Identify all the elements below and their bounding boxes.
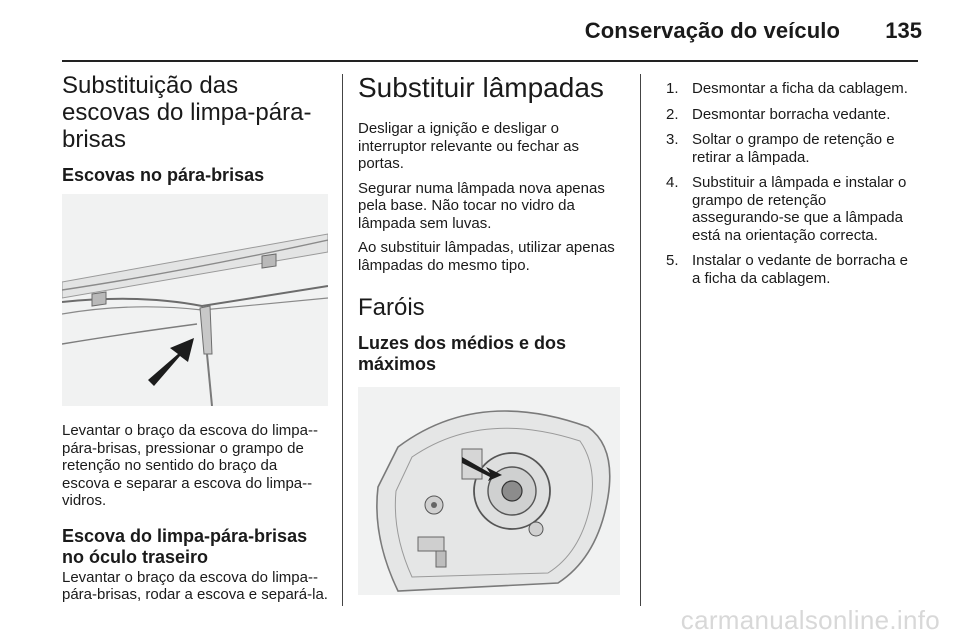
- step-text: Substituir a lâmpada e instalar o grampo de retenção assegurando-se que a lâmpada está na orientação correcta.: [692, 174, 907, 244]
- page-number: 135: [885, 18, 922, 43]
- section-heading-bulbs: Substituir lâmpadas: [358, 72, 604, 103]
- column-3: [664, 80, 920, 295]
- step-text: Instalar o vedante de borracha e a ficha da cablagem.: [692, 252, 908, 287]
- step-number: 1.: [666, 80, 679, 97]
- subheading-windscreen-wipers: Escovas no pára-brisas: [62, 165, 265, 185]
- header-rule: [62, 60, 918, 62]
- step-number: 3.: [666, 131, 679, 148]
- column-divider-1: [342, 74, 343, 606]
- subheading-rear-wiper: Escova do limpa-pára-brisas no óculo traseiro: [62, 525, 308, 567]
- paragraph-windscreen-wipers: Levantar o braço da escova do limpa--pára-brisas, pressionar o grampo de retenção no sentido do braço da escova e separar a escova do limpa--vidros.: [62, 422, 318, 509]
- section-heading-headlights: Faróis: [358, 294, 425, 321]
- list-item: [664, 174, 920, 244]
- wiper-arm-illustration-icon: [62, 194, 328, 406]
- paragraph-bulbs-2: Segurar numa lâmpada nova apenas pela base. Não tocar no vidro da lâmpada sem luvas.: [358, 179, 605, 232]
- list-item: [664, 252, 920, 287]
- column-1: [62, 72, 328, 604]
- column-divider-2: [640, 74, 641, 606]
- column-2: [358, 72, 626, 595]
- watermark: carmanualsonline.info: [680, 605, 940, 635]
- list-item: [664, 131, 920, 166]
- step-number: 2.: [666, 105, 679, 123]
- paragraph-rear-wiper: Levantar o braço da escova do limpa--pára-brisas, rodar a escova e separá-la.: [62, 568, 328, 603]
- step-number: 4.: [666, 174, 679, 191]
- subheading-low-high-beam: Luzes dos médios e dos máximos: [358, 333, 567, 374]
- section-heading-wipers: Substituição das escovas do limpa-pára-brisas: [62, 72, 312, 153]
- step-text: Desmontar a ficha da cablagem.: [692, 80, 908, 97]
- paragraph-bulbs-1: Desligar a ignição e desligar o interruptor relevante ou fechar as portas.: [358, 120, 579, 172]
- step-text: Desmontar borracha vedante.: [692, 105, 891, 123]
- step-text: Soltar o grampo de retenção e retirar a lâmpada.: [692, 131, 895, 166]
- headlamp-assembly-illustration-icon: [358, 387, 620, 595]
- step-number: 5.: [666, 252, 679, 269]
- list-item: [664, 106, 920, 124]
- procedure-steps: [664, 80, 920, 287]
- header-title: Conservação do veículo: [584, 18, 840, 43]
- paragraph-bulbs-3: Ao substituir lâmpadas, utilizar apenas lâmpadas do mesmo tipo.: [358, 239, 615, 274]
- list-item: [664, 80, 920, 98]
